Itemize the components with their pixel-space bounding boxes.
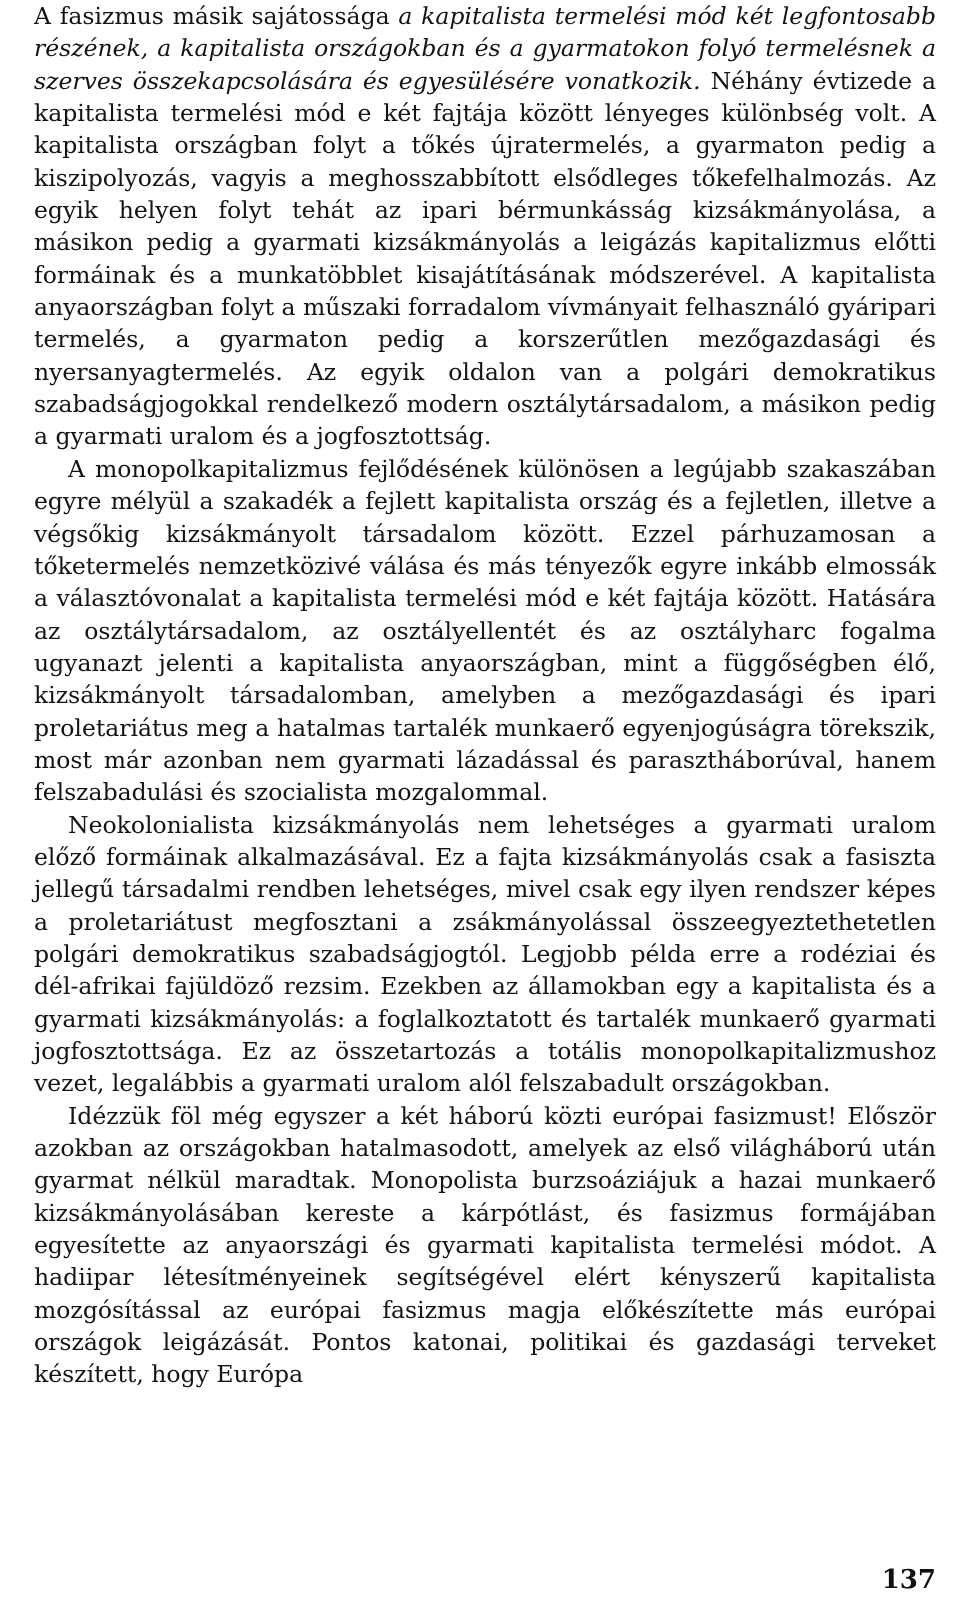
paragraph-2 (34, 453, 936, 809)
paragraph-1 (34, 0, 936, 453)
paragraph-1-emphasis: a kapitalista termelési mód két legfontosabb részének, a kapitalista országokban és a gyarmatokon folyó termelésnek a szerves összekapcsolására és egyesülésére vonatkozik. (34, 2, 936, 95)
paragraph-1-body: Néhány évtizede a kapitalista termelési mód e két fajtája között lényeges különbség volt. A kapitalista országban folyt a tőkés újratermelés, a gyarmaton pedig a kiszipolyozás, vagyis a meghosszabbított elsődleges tőkefelhalmozás. Az egyik helyen folyt tehát az ipari bérmunkásság kizsákmányolása, a másikon pedig a gyarmati kizsákmányolás a leigázás kapitalizmus előtti formáinak és a munkatöbblet kisajátításának módszerével. A kapitalista anyaországban folyt a műszaki forradalom vívmányait felhasználó gyáripari termelés, a gyarmaton pedig a korszerűtlen mezőgazdasági és nyersanyagtermelés. Az egyik oldalon van a polgári demokratikus szabadságjogokkal rendelkező modern osztálytársadalom, a másikon pedig a gyarmati uralom és a jogfosztottság. (34, 66, 936, 451)
paragraph-3-body: Neokolonialista kizsákmányolás nem lehetséges a gyarmati uralom előző formáinak alkalmazásával. Ez a fajta kizsákmányolás csak a fasiszta jellegű társadalmi rendben lehetséges, mivel csak egy ilyen rendszer képes a proletariátust megfosztani a zsákmányolással összeegyeztethetetlen polgári demokratikus szabadságjogtól. Legjobb példa erre a rodéziai és dél-afrikai fajüldöző rezsim. Ezekben az államokban egy a kapitalista és a gyarmati kizsákmányolás: a foglalkoztatott és tartalék munkaerő gyarmati jogfosztottsága. Ez az összetartozás a totális monopolkapitalizmushoz vezet, legalábbis a gyarmati uralom alól felszabadult országokban. (34, 810, 936, 1098)
document-page (34, 0, 936, 1391)
paragraph-2-body: A monopolkapitalizmus fejlődésének különösen a legújabb szakaszában egyre mélyül a szakadék a fejlett kapitalista ország és a fejletlen, illetve a végsőkig kizsákmányolt társadalom között. Ezzel párhuzamosan a tőketermelés nemzetközivé válása és más tényezők egyre inkább elmossák a választóvonalat a kapitalista termelési mód e két fajtája között. Hatására az osztálytársadalom, az osztályellentét és az osztályharc fogalma ugyanazt jelenti a kapitalista anyaországban, mint a függőségben élő, kizsákmányolt társadalomban, amelyben a mezőgazdasági és ipari proletariátus meg a hatalmas tartalék munkaerő egyenjogúságra törekszik, most már azonban nem gyarmati lázadással és parasztháborúval, hanem felszabadulási és szocialista mozgalommal. (34, 454, 936, 807)
paragraph-4 (34, 1100, 936, 1391)
paragraph-4-body: Idézzük föl még egyszer a két háború közti európai fasizmust! Először azokban az országokban hatalmasodott, amelyek az első világháború után gyarmat nélkül maradtak. Monopolista burzsoáziájuk a hazai munkaerő kizsákmányolásában kereste a kárpótlást, és fasizmus formájában egyesítette az anyaországi és gyarmati kapitalista termelési módot. A hadiipar létesítményeinek segítségével elért kényszerű kapitalista mozgósítással az európai fasizmus magja előkészítette más európai országok leigázását. Pontos katonai, politikai és gazdasági terveket készített, hogy Európa (34, 1101, 936, 1389)
page-number: 137 (881, 1565, 936, 1595)
paragraph-1-lead: A fasizmus másik sajátossága (34, 2, 399, 30)
paragraph-3 (34, 809, 936, 1100)
